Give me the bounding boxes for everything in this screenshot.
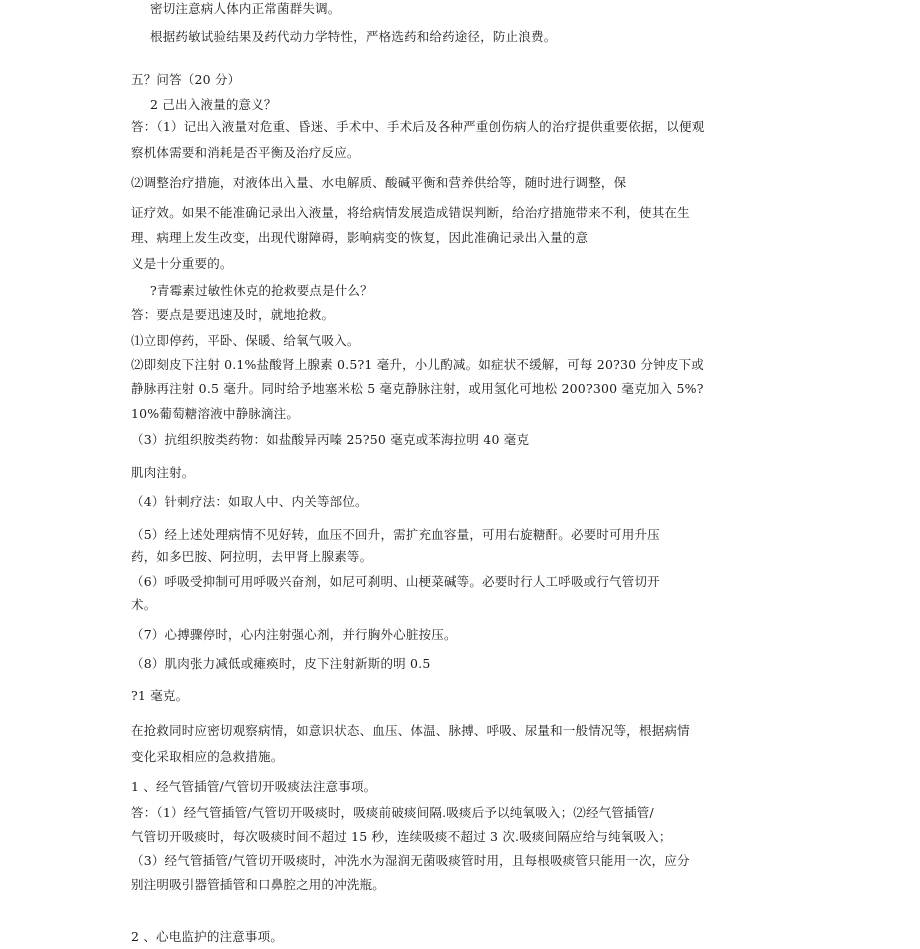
text-line: 义是十分重要的。 (131, 256, 233, 271)
text-line: ⑴立即停药，平卧、保暖、给氧气吸入。 (131, 333, 360, 348)
question-title: 2 、心电监护的注意事项。 (131, 929, 284, 944)
text-line: 答：（1）经气管插管/气管切开吸痰时，吸痰前破痰间隔.吸痰后予以纯氧吸入；⑵经气管插管/ (131, 805, 654, 820)
text-line: 证疗效。如果不能准确记录出入液量，将给病情发展造成错误判断，给治疗措施带来不利，使其在生 (131, 205, 690, 220)
text-line: （7）心搏骤停时，心内注射强心剂，并行胸外心脏按压。 (131, 627, 457, 642)
text-line: 密切注意病人体内正常菌群失调。 (150, 1, 341, 16)
text-line: 10%葡萄糖溶液中静脉滴注。 (131, 406, 300, 421)
text-line: 药，如多巴胺、阿拉明，去甲肾上腺素等。 (131, 549, 373, 564)
text-line: 答：要点是要迅速及时，就地抢救。 (131, 307, 335, 322)
text-line: （3）抗组织胺类药物：如盐酸异丙嗪 25?50 毫克或苯海拉明 40 毫克 (131, 432, 530, 447)
text-line: 气管切开吸痰时，每次吸痰时间不超过 15 秒，连续吸痰不超过 3 次.吸痰间隔应给与纯氧吸入； (131, 829, 672, 844)
text-line: ⑵即刻皮下注射 0.1%盐酸肾上腺素 0.5?1 毫升，小儿酌减。如症状不缓解，可每 20?30 分钟皮下或 (131, 357, 704, 372)
text-line: 变化采取相应的急救措施。 (131, 749, 284, 764)
text-line: （5）经上述处理病情不见好转，血压不回升，需扩充血容量，可用右旋糖酐。必要时可用升压 (131, 527, 660, 542)
text-line: （8）肌肉张力减低或瘫痪时，皮下注射新斯的明 0.5 (131, 656, 431, 671)
question-title: ?青霉素过敏性休克的抢救要点是什么？ (150, 283, 373, 298)
text-line: 肌肉注射。 (131, 465, 195, 480)
text-line: （4）针刺疗法：如取人中、内关等部位。 (131, 494, 368, 509)
text-line: 理、病理上发生改变，出现代谢障碍，影响病变的恢复，因此准确记录出入量的意 (131, 230, 589, 245)
question-title: 1 、经气管插管/气管切开吸痰法注意事项。 (131, 779, 377, 794)
text-line: 术。 (131, 597, 157, 612)
text-line: （6）呼吸受抑制可用呼吸兴奋剂，如尼可刹明、山梗菜碱等。必要时行人工呼吸或行气管切开 (131, 574, 660, 589)
text-line: 察机体需要和消耗是否平衡及治疗反应。 (131, 145, 360, 160)
text-line: ?1 毫克。 (131, 688, 189, 703)
text-line: 静脉再注射 0.5 毫升。同时给予地塞米松 5 毫克静脉注射，或用氢化可地松 200?300 毫克加入 5%? (131, 381, 704, 396)
section-heading: 五？问答（20 分） (131, 72, 241, 87)
text-line: 在抢救同时应密切观察病情，如意识状态、血压、体温、脉搏、呼吸、尿量和一般情况等，根据病情 (131, 723, 690, 738)
text-line: （3）经气管插管/气管切开吸痰时，冲洗水为湿润无菌吸痰管时用，且每根吸痰管只能用一次，应分 (131, 853, 690, 868)
question-title: 2 己出入液量的意义？ (150, 97, 277, 112)
text-line: ⑵调整治疗措施，对液体出入量、水电解质、酸碱平衡和营养供给等，随时进行调整，保 (131, 175, 627, 190)
text-line: 根据药敏试验结果及药代动力学特性，严格选药和给药途径，防止浪费。 (150, 29, 557, 44)
text-line: 答：（1）记出入液量对危重、昏迷、手术中、手术后及各种严重创伤病人的治疗提供重要依据，以便观 (131, 119, 705, 134)
text-line: 别注明吸引器管插管和口鼻腔之用的冲洗瓶。 (131, 877, 386, 892)
